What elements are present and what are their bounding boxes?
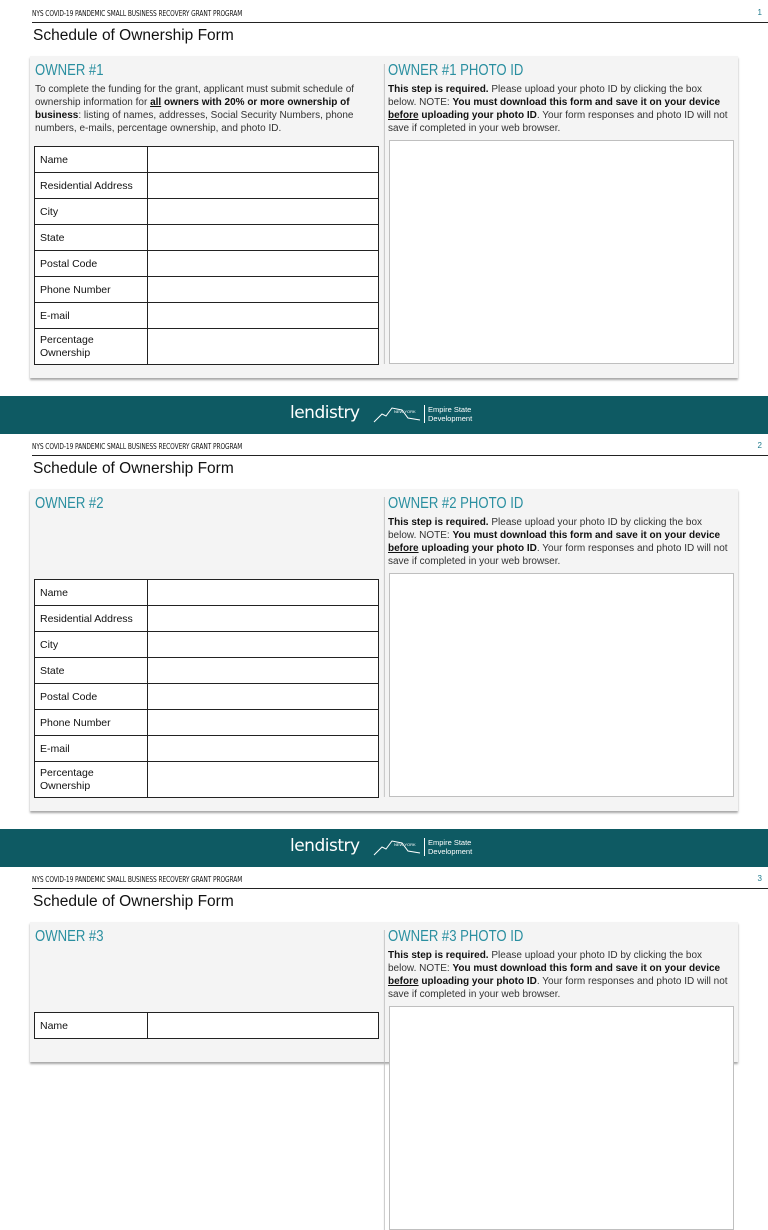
photo-text2: . Your form responses and photo ID will not save if completed in your web browser.	[388, 543, 728, 567]
photo-text2: . Your form responses and photo ID will not save if completed in your web browser.	[388, 110, 728, 134]
field-label-city: City	[35, 632, 148, 658]
page-3	[0, 872, 768, 1032]
photo-upload-box[interactable]	[389, 573, 734, 797]
intro-part1: To complete the funding for the grant, applicant must submit schedule of ownership information for	[35, 84, 355, 108]
ny-label: NEW YORK	[394, 409, 416, 414]
name-input[interactable]	[148, 147, 379, 173]
photo-before: before	[388, 110, 419, 121]
photo-bold1: You must download this form and save it on your device	[452, 97, 721, 108]
field-label-name: Name	[35, 580, 148, 606]
owner-heading: OWNER #1	[35, 62, 104, 79]
photo-bold2: uploading your photo ID	[418, 976, 537, 987]
page-header	[32, 6, 768, 23]
field-label-state: State	[35, 225, 148, 251]
required-note: This step is required.	[388, 84, 489, 95]
footer-bar	[0, 396, 768, 434]
address-input[interactable]	[148, 606, 379, 632]
intro-part2: : listing of names, addresses, Social Security Numbers, phone numbers, e-mails, percentage ownership, and photo ID.	[35, 110, 354, 134]
photo-bold2: uploading your photo ID	[418, 110, 537, 121]
photo-bold1: You must download this form and save it on your device	[452, 963, 721, 974]
photo-text1: Please upload your photo ID by clicking the box below. NOTE:	[388, 84, 703, 108]
form-title: Schedule of Ownership Form	[33, 893, 234, 910]
photo-before: before	[388, 543, 419, 554]
field-label-postal: Postal Code	[35, 684, 148, 710]
photo-instructions	[388, 516, 733, 568]
photo-before: before	[388, 976, 419, 987]
field-label-name: Name	[35, 1013, 148, 1039]
form-title: Schedule of Ownership Form	[33, 460, 234, 477]
email-input[interactable]	[148, 736, 379, 762]
lendistry-logo: lendistry	[290, 836, 360, 856]
intro-bold: owners with 20% or more ownership of business	[35, 97, 350, 121]
new-york-state-icon	[372, 837, 422, 859]
esd-line2: Development	[428, 847, 473, 856]
photo-text2: . Your form responses and photo ID will not save if completed in your web browser.	[388, 976, 728, 1000]
intro-all: all	[150, 97, 162, 108]
photo-bold2: uploading your photo ID	[418, 543, 537, 554]
owner-panel	[30, 489, 738, 811]
footer-bar	[0, 829, 768, 867]
name-input[interactable]	[148, 1013, 379, 1039]
program-name: NYS COVID-19 PANDEMIC SMALL BUSINESS RECOVERY GRANT PROGRAM	[32, 9, 243, 18]
page-number: 3	[757, 874, 762, 883]
field-label-percentage: Percentage Ownership	[35, 762, 148, 798]
page-number: 2	[757, 441, 762, 450]
name-input[interactable]	[148, 580, 379, 606]
field-label-name: Name	[35, 147, 148, 173]
form-title: Schedule of Ownership Form	[33, 27, 234, 44]
field-label-address: Residential Address	[35, 173, 148, 199]
state-input[interactable]	[148, 658, 379, 684]
percentage-input[interactable]	[148, 329, 379, 365]
page-header	[32, 439, 768, 456]
photo-instructions	[388, 949, 733, 1001]
percentage-input[interactable]	[148, 762, 379, 798]
owner-fields-table	[34, 579, 379, 798]
page-number: 1	[757, 8, 762, 17]
photo-upload-box[interactable]	[389, 1006, 734, 1230]
photo-bold1: You must download this form and save it on your device	[452, 530, 721, 541]
photo-upload-box[interactable]	[389, 140, 734, 364]
page-2	[0, 439, 768, 856]
owner-panel	[30, 56, 738, 378]
field-label-state: State	[35, 658, 148, 684]
postal-code-input[interactable]	[148, 251, 379, 277]
state-input[interactable]	[148, 225, 379, 251]
new-york-state-icon	[372, 404, 422, 426]
field-label-phone: Phone Number	[35, 277, 148, 303]
field-label-email: E-mail	[35, 303, 148, 329]
photo-id-heading: OWNER #1 PHOTO ID	[388, 62, 524, 79]
page-1	[0, 6, 768, 423]
esd-line1: Empire State	[428, 405, 472, 414]
ny-label: NEW YORK	[394, 842, 416, 847]
postal-code-input[interactable]	[148, 684, 379, 710]
phone-input[interactable]	[148, 710, 379, 736]
owner-fields-table	[34, 146, 379, 365]
esd-logo	[424, 838, 472, 856]
field-label-address: Residential Address	[35, 606, 148, 632]
owner-heading: OWNER #2	[35, 495, 104, 512]
field-label-email: E-mail	[35, 736, 148, 762]
address-input[interactable]	[148, 173, 379, 199]
page-header	[32, 872, 768, 889]
esd-line2: Development	[428, 414, 473, 423]
field-label-city: City	[35, 199, 148, 225]
required-note: This step is required.	[388, 950, 489, 961]
lendistry-logo: lendistry	[290, 403, 360, 423]
photo-text1: Please upload your photo ID by clicking the box below. NOTE:	[388, 517, 703, 541]
city-input[interactable]	[148, 199, 379, 225]
owner-fields-table	[34, 1012, 379, 1039]
owner-heading: OWNER #3	[35, 928, 104, 945]
field-label-phone: Phone Number	[35, 710, 148, 736]
owner-panel	[30, 922, 738, 1062]
esd-logo	[424, 405, 472, 423]
program-name: NYS COVID-19 PANDEMIC SMALL BUSINESS RECOVERY GRANT PROGRAM	[32, 875, 243, 884]
required-note: This step is required.	[388, 517, 489, 528]
program-name: NYS COVID-19 PANDEMIC SMALL BUSINESS RECOVERY GRANT PROGRAM	[32, 442, 243, 451]
esd-line1: Empire State	[428, 838, 472, 847]
photo-instructions	[388, 83, 733, 135]
photo-id-heading: OWNER #2 PHOTO ID	[388, 495, 524, 512]
photo-id-heading: OWNER #3 PHOTO ID	[388, 928, 524, 945]
intro-text	[35, 83, 377, 135]
photo-text1: Please upload your photo ID by clicking the box below. NOTE:	[388, 950, 703, 974]
field-label-percentage: Percentage Ownership	[35, 329, 148, 365]
field-label-postal: Postal Code	[35, 251, 148, 277]
email-input[interactable]	[148, 303, 379, 329]
phone-input[interactable]	[148, 277, 379, 303]
city-input[interactable]	[148, 632, 379, 658]
